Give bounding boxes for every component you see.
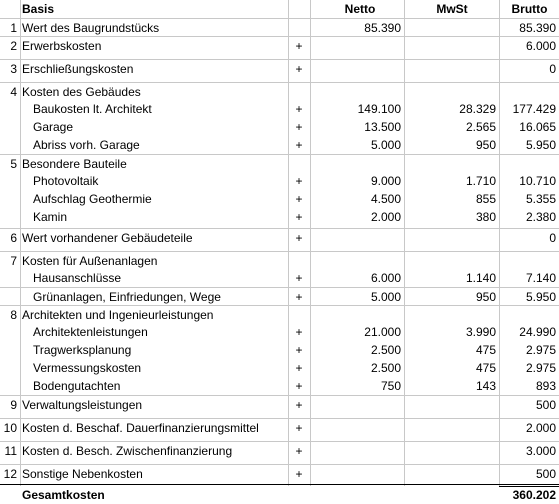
header-row — [0, 0, 559, 18]
row-label[interactable]: Verwaltungsleistungen — [22, 398, 143, 412]
netto-cell[interactable]: 5.000 — [370, 290, 401, 304]
table-row — [0, 100, 559, 118]
row-sign[interactable]: + — [295, 343, 303, 357]
brutto-cell[interactable] — [500, 252, 556, 270]
column-header-mwst[interactable]: MwSt — [436, 2, 468, 16]
row-number[interactable] — [0, 288, 17, 306]
total-label[interactable]: Gesamtkosten — [22, 488, 105, 502]
row-sign[interactable]: + — [295, 290, 303, 304]
netto-cell[interactable]: 9.000 — [370, 174, 401, 188]
row-sign[interactable] — [288, 155, 310, 173]
row-number[interactable]: 12 — [3, 467, 17, 481]
mwst-cell[interactable]: 475 — [475, 343, 496, 357]
netto-cell[interactable]: 2.000 — [370, 210, 401, 224]
row-label[interactable]: Kamin — [33, 210, 68, 224]
row-number[interactable] — [0, 323, 17, 341]
row-sign[interactable]: + — [295, 325, 303, 339]
table-row — [0, 377, 559, 395]
row-sign[interactable] — [288, 83, 310, 101]
brutto-cell[interactable]: 85.390 — [519, 21, 556, 35]
row-number[interactable] — [0, 377, 17, 395]
table-row — [0, 359, 559, 377]
netto-cell[interactable]: 5.000 — [370, 138, 401, 152]
row-label[interactable]: Grünanlagen, Einfriedungen, Wege — [33, 290, 221, 304]
netto-cell[interactable]: 21.000 — [364, 325, 401, 339]
netto-cell[interactable] — [310, 252, 401, 270]
row-sign[interactable] — [288, 252, 310, 270]
mwst-cell[interactable]: 855 — [475, 192, 496, 206]
mwst-cell[interactable] — [405, 465, 496, 483]
brutto-cell[interactable]: 7.140 — [525, 271, 556, 285]
row-number[interactable] — [0, 208, 17, 226]
mwst-cell[interactable]: 3.990 — [465, 325, 496, 339]
brutto-cell[interactable] — [500, 155, 556, 173]
netto-cell[interactable] — [310, 83, 401, 101]
row-number[interactable]: 10 — [3, 421, 17, 435]
table-row — [0, 395, 559, 413]
row-sign[interactable]: + — [295, 102, 303, 116]
row-label[interactable]: Besondere Bauteile — [22, 157, 127, 171]
mwst-cell[interactable]: 380 — [475, 210, 496, 224]
row-label[interactable]: Baukosten lt. Architekt — [33, 102, 152, 116]
table-row — [0, 464, 559, 482]
row-number[interactable]: 4 — [10, 85, 17, 99]
netto-cell[interactable]: 13.500 — [364, 120, 401, 134]
table-row — [0, 154, 559, 172]
row-number[interactable]: 3 — [10, 62, 17, 76]
row-sign[interactable]: + — [295, 138, 303, 152]
mwst-cell[interactable]: 475 — [475, 361, 496, 375]
netto-cell[interactable] — [310, 229, 401, 247]
row-number[interactable]: 5 — [10, 157, 17, 171]
row-sign[interactable]: + — [295, 398, 303, 412]
table-row — [0, 136, 559, 154]
mwst-cell[interactable]: 1.710 — [465, 174, 496, 188]
row-sign[interactable]: + — [295, 444, 303, 458]
row-label[interactable]: Erwerbskosten — [22, 39, 102, 53]
table-row — [0, 287, 559, 305]
total-brutto-cell[interactable]: 360.202 — [512, 488, 556, 502]
row-sign[interactable]: + — [295, 210, 303, 224]
mwst-cell[interactable] — [405, 37, 496, 55]
row-label[interactable]: Erschließungskosten — [22, 62, 134, 76]
netto-cell[interactable] — [310, 419, 401, 437]
brutto-cell[interactable]: 3.000 — [525, 444, 556, 458]
mwst-cell[interactable]: 28.329 — [459, 102, 496, 116]
netto-cell[interactable]: 750 — [380, 379, 401, 393]
brutto-cell[interactable]: 24.990 — [519, 325, 556, 339]
brutto-cell[interactable]: 500 — [535, 398, 556, 412]
row-number[interactable]: 1 — [10, 21, 17, 35]
netto-cell[interactable]: 6.000 — [370, 271, 401, 285]
total-rule-netto — [0, 484, 559, 485]
mwst-cell[interactable]: 950 — [475, 138, 496, 152]
netto-cell[interactable]: 2.500 — [370, 361, 401, 375]
mwst-cell[interactable] — [405, 155, 496, 173]
mwst-cell[interactable] — [405, 229, 496, 247]
row-number[interactable]: 9 — [10, 398, 17, 412]
row-number[interactable] — [0, 190, 17, 208]
mwst-cell[interactable] — [405, 396, 496, 414]
brutto-cell[interactable]: 0 — [549, 231, 556, 245]
row-number[interactable] — [0, 100, 17, 118]
mwst-cell[interactable]: 1.140 — [465, 271, 496, 285]
row-number[interactable] — [0, 341, 17, 359]
mwst-cell[interactable] — [405, 60, 496, 78]
table-row — [0, 323, 559, 341]
netto-cell[interactable] — [310, 155, 401, 173]
table-row — [0, 305, 559, 323]
table-row — [0, 36, 559, 54]
row-label[interactable]: Garage — [33, 120, 74, 134]
mwst-cell[interactable] — [405, 19, 496, 37]
table-row — [0, 172, 559, 190]
row-sign[interactable]: + — [295, 192, 303, 206]
netto-cell[interactable]: 149.100 — [357, 102, 401, 116]
row-label[interactable]: Kosten d. Beschaf. Dauerfinanzierungsmittel — [22, 421, 259, 435]
row-label[interactable]: Wert vorhandener Gebäudeteile — [22, 231, 193, 245]
row-label[interactable]: Kosten d. Besch. Zwischenfinanzierung — [22, 444, 233, 458]
brutto-cell[interactable]: 5.950 — [525, 290, 556, 304]
mwst-cell[interactable]: 143 — [475, 379, 496, 393]
row-sign[interactable]: + — [295, 39, 303, 53]
table-row — [0, 341, 559, 359]
brutto-cell[interactable]: 2.380 — [525, 210, 556, 224]
row-label[interactable]: Sonstige Nebenkosten — [22, 467, 143, 481]
netto-cell[interactable] — [310, 306, 401, 324]
row-label[interactable]: Kosten des Gebäudes — [22, 85, 141, 99]
table-row — [0, 118, 559, 136]
total-row — [0, 486, 559, 504]
brutto-cell[interactable]: 5.950 — [525, 138, 556, 152]
row-label[interactable]: Hausanschlüsse — [33, 271, 122, 285]
row-label[interactable]: Aufschlag Geothermie — [33, 192, 152, 206]
row-number[interactable] — [0, 269, 17, 287]
mwst-cell[interactable]: 2.565 — [465, 120, 496, 134]
row-sign[interactable]: + — [295, 421, 303, 435]
netto-cell[interactable]: 4.500 — [370, 192, 401, 206]
row-number[interactable]: 2 — [10, 39, 17, 53]
mwst-cell[interactable]: 950 — [475, 290, 496, 304]
brutto-cell[interactable]: 6.000 — [525, 39, 556, 53]
row-number[interactable]: 8 — [10, 308, 17, 322]
table-row — [0, 208, 559, 226]
row-sign[interactable]: + — [295, 361, 303, 375]
row-label[interactable]: Abriss vorh. Garage — [33, 138, 140, 152]
brutto-cell[interactable]: 2.975 — [525, 361, 556, 375]
row-number[interactable]: 6 — [10, 231, 17, 245]
table-row — [0, 228, 559, 246]
row-sign[interactable]: + — [295, 231, 303, 245]
table-row — [0, 82, 559, 100]
column-header-brutto[interactable]: Brutto — [511, 2, 548, 16]
row-label[interactable]: Kosten für Außenanlagen — [22, 254, 158, 268]
mwst-cell[interactable] — [405, 306, 496, 324]
netto-cell[interactable]: 2.500 — [370, 343, 401, 357]
mwst-cell[interactable] — [405, 442, 496, 460]
row-number[interactable] — [0, 118, 17, 136]
row-label[interactable]: Vermessungskosten — [33, 361, 142, 375]
row-sign[interactable] — [288, 306, 310, 324]
column-header-netto[interactable]: Netto — [344, 2, 376, 16]
row-number[interactable] — [0, 172, 17, 190]
table-row — [0, 59, 559, 77]
row-label[interactable]: Photovoltaik — [33, 174, 99, 188]
row-sign[interactable] — [288, 19, 310, 37]
table-row — [0, 418, 559, 436]
row-sign[interactable]: + — [295, 174, 303, 188]
netto-cell[interactable] — [310, 465, 401, 483]
row-label[interactable]: Wert des Baugrundstücks — [22, 21, 160, 35]
row-number[interactable] — [0, 359, 17, 377]
table-row — [0, 251, 559, 269]
mwst-cell[interactable] — [405, 252, 496, 270]
row-sign[interactable]: + — [295, 62, 303, 76]
brutto-cell[interactable]: 500 — [535, 467, 556, 481]
mwst-cell[interactable] — [405, 419, 496, 437]
row-label[interactable]: Architektenleistungen — [33, 325, 148, 339]
row-sign[interactable]: + — [295, 379, 303, 393]
table-row — [0, 269, 559, 287]
table-row — [0, 190, 559, 208]
brutto-cell[interactable]: 2.975 — [525, 343, 556, 357]
brutto-cell[interactable] — [500, 83, 556, 101]
total-rule-brutto — [499, 486, 559, 487]
brutto-cell[interactable]: 5.355 — [525, 192, 556, 206]
brutto-cell[interactable]: 2.000 — [525, 421, 556, 435]
brutto-cell[interactable]: 177.429 — [512, 102, 556, 116]
brutto-cell[interactable]: 0 — [549, 62, 556, 76]
netto-cell[interactable] — [310, 37, 401, 55]
row-number[interactable] — [0, 136, 17, 154]
column-header-basis[interactable]: Basis — [22, 2, 55, 16]
row-sign[interactable]: + — [295, 467, 303, 481]
brutto-cell[interactable]: 10.710 — [519, 174, 556, 188]
netto-cell[interactable]: 85.390 — [364, 21, 401, 35]
mwst-cell[interactable] — [405, 83, 496, 101]
brutto-cell[interactable]: 893 — [535, 379, 556, 393]
netto-cell[interactable] — [310, 60, 401, 78]
row-number[interactable]: 7 — [10, 254, 17, 268]
table-row — [0, 18, 559, 36]
row-number[interactable]: 11 — [4, 444, 17, 458]
row-label[interactable]: Tragwerksplanung — [33, 343, 132, 357]
brutto-cell[interactable] — [500, 306, 556, 324]
row-label[interactable]: Bodengutachten — [33, 379, 121, 393]
netto-cell[interactable] — [310, 442, 401, 460]
row-label[interactable]: Architekten und Ingenieurleistungen — [22, 308, 214, 322]
table-row — [0, 441, 559, 459]
brutto-cell[interactable]: 16.065 — [519, 120, 556, 134]
row-sign[interactable]: + — [295, 271, 303, 285]
row-sign[interactable]: + — [295, 120, 303, 134]
netto-cell[interactable] — [310, 396, 401, 414]
